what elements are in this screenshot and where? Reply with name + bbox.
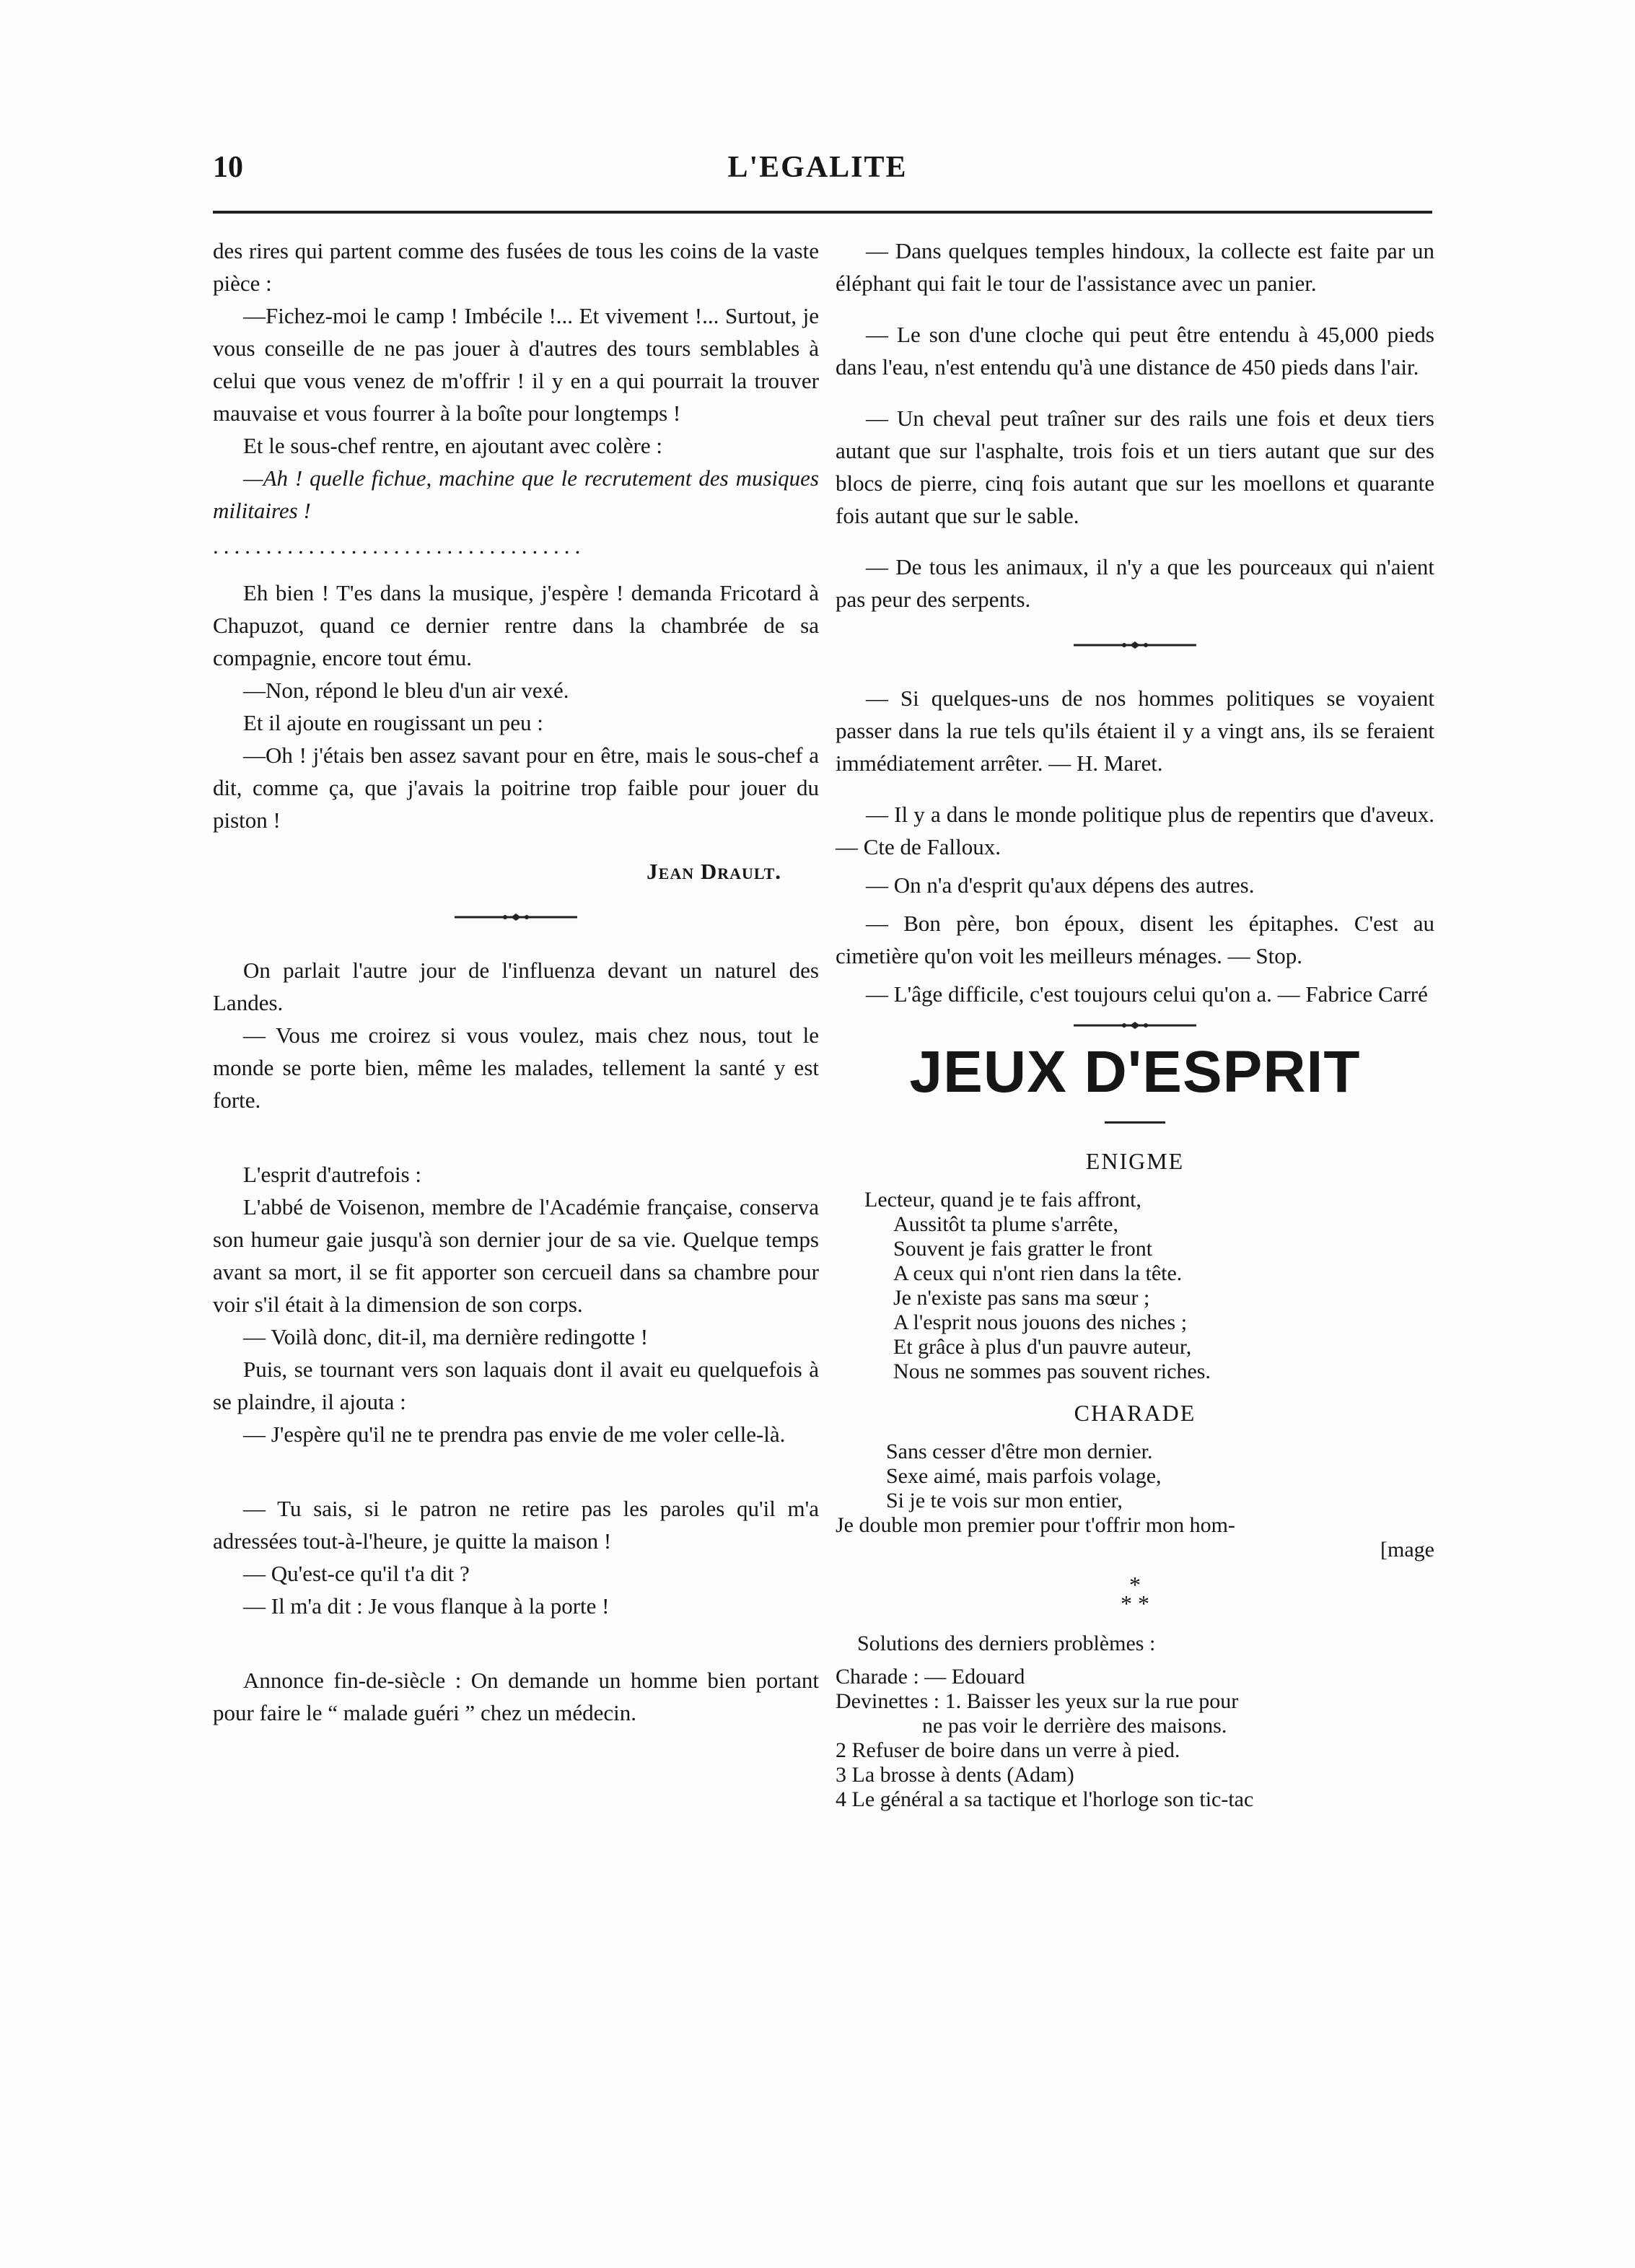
- right-column: [836, 235, 1434, 1812]
- anecdote-paragraph: Puis, se tournant vers son laquais dont il avait eu quelquefois à se plaindre, il ajouta :: [213, 1357, 819, 1414]
- poem-line: Et grâce à plus d'un pauvre auteur,: [893, 1335, 1192, 1359]
- story-paragraph: Et le sous-chef rentre, en ajoutant avec colère :: [243, 433, 662, 458]
- solution-line: 2 Refuser de boire dans un verre à pied.: [836, 1738, 1180, 1762]
- anecdote-paragraph: — J'espère qu'il ne te prendra pas envie de me voler celle-là.: [243, 1422, 786, 1447]
- story-paragraph: Eh bien ! T'es dans la musique, j'espère ! demanda Fricotard à Chapuzot, quand ce dernier rentre dans la chambrée de sa compagnie, encore tout ému.: [213, 580, 819, 670]
- charade-poem: [836, 1440, 1434, 1562]
- left-column: [213, 235, 819, 1729]
- fact-paragraph: — Un cheval peut traîner sur des rails une fois et deux tiers autant que sur l'asphalte, trois fois et un tiers autant que sur des blocs de pierre, cinq fois autant que sur les moellons et quarante fois autant que sur le sable.: [836, 406, 1434, 528]
- poem-line: Sans cesser d'être mon dernier.: [886, 1440, 1153, 1463]
- poem-line: Lecteur, quand je te fais affront,: [864, 1188, 1141, 1212]
- solution-line: ne pas voir le derrière des maisons.: [922, 1714, 1227, 1738]
- anecdote-paragraph: — Tu sais, si le patron ne retire pas les paroles qu'il m'a adressées tout-à-l'heure, je quitte la maison !: [213, 1496, 819, 1554]
- ornament-divider: [455, 912, 577, 922]
- header-rule: [213, 211, 1432, 214]
- fact-paragraph: — Dans quelques temples hindoux, la collecte est faite par un éléphant qui fait le tour de l'assistance avec un panier.: [836, 238, 1434, 296]
- fact-paragraph: — Le son d'une cloche qui peut être entendu à 45,000 pieds dans l'eau, n'est entendu qu'à une distance de 450 pieds dans l'air.: [836, 322, 1434, 380]
- quote-paragraph: — Il y a dans le monde politique plus de repentirs que d'aveux. — Cte de Falloux.: [836, 802, 1434, 859]
- solutions-block: [836, 1632, 1434, 1812]
- quote-paragraph: — Si quelques-uns de nos hommes politiques se voyaient passer dans la rue tels qu'ils étaient il y a vingt ans, ils se feraient immédiatement arrêter. — H. Maret.: [836, 686, 1434, 776]
- anecdote-paragraph: L'esprit d'autrefois :: [243, 1162, 422, 1187]
- poem-line: A l'esprit nous jouons des niches ;: [893, 1310, 1188, 1334]
- title-underline: [1105, 1121, 1165, 1124]
- ornament-divider: [1074, 640, 1196, 650]
- story-paragraph: —Fichez-moi le camp ! Imbécile !... Et vivement !... Surtout, je vous conseille de ne pas jouer à d'autres des tours semblables à celui que vous venez de m'offrir ! il y en a qui pourrait la trouver mauvaise et vous fourrer à la boîte pour longtemps !: [213, 303, 819, 426]
- story-paragraph: —Oh ! j'étais ben assez savant pour en être, mais le sous-chef a dit, comme ça, que j'avais la poitrine trop faible pour jouer du piston !: [213, 743, 819, 833]
- quote-paragraph: — On n'a d'esprit qu'aux dépens des autres.: [866, 872, 1255, 898]
- poem-line: Sexe aimé, mais parfois volage,: [886, 1464, 1162, 1488]
- asterism-top: *: [1129, 1572, 1141, 1598]
- anecdote-paragraph: On parlait l'autre jour de l'influenza devant un naturel des Landes.: [213, 958, 819, 1015]
- fact-paragraph: — De tous les animaux, il n'y a que les pourceaux qui n'aient pas peur des serpents.: [836, 554, 1434, 612]
- poem-line: Si je te vois sur mon entier,: [886, 1489, 1123, 1512]
- dotted-separator: ...................................: [213, 533, 586, 559]
- anecdote-paragraph: — Qu'est-ce qu'il t'a dit ?: [243, 1561, 470, 1586]
- ornament-divider: [1074, 1020, 1196, 1030]
- story-paragraph: des rires qui partent comme des fusées de tous les coins de la vaste pièce :: [213, 238, 819, 296]
- solution-line: 3 La brosse à dents (Adam): [836, 1763, 1074, 1787]
- anecdote-paragraph: — Vous me croirez si vous voulez, mais chez nous, tout le monde se porte bien, même les malades, tellement la santé y est forte.: [213, 1023, 819, 1113]
- poem-line: [mage: [1380, 1538, 1434, 1562]
- page-number: 10: [213, 151, 243, 184]
- solution-line: Devinettes : 1. Baisser les yeux sur la rue pour: [836, 1689, 1239, 1713]
- story-paragraph: Et il ajoute en rougissant un peu :: [243, 710, 543, 735]
- anecdote-paragraph: L'abbé de Voisenon, membre de l'Académie française, conserva son humeur gaie jusqu'à son dernier jour de sa vie. Quelque temps avant sa mort, il se fit apporter son cercueil dans sa chambre pour voir s'il était à la dimension de son corps.: [213, 1194, 819, 1317]
- anecdote-paragraph: Annonce fin-de-siècle : On demande un homme bien portant pour faire le “ malade guéri ” chez un médecin.: [213, 1668, 819, 1725]
- poem-line: Souvent je fais gratter le front: [893, 1237, 1153, 1261]
- asterism-bottom: * *: [1121, 1590, 1149, 1616]
- poem-line: Aussitôt ta plume s'arrête,: [893, 1212, 1118, 1236]
- story-paragraph-italic: —Ah ! quelle fichue, machine que le recrutement des musiques militaires !: [213, 465, 819, 523]
- enigme-poem: [836, 1188, 1434, 1384]
- anecdote-paragraph: — Voilà donc, dit-il, ma dernière redingotte !: [243, 1324, 649, 1349]
- anecdote-paragraph: — Il m'a dit : Je vous flanque à la porte !: [243, 1593, 610, 1619]
- poem-line: Je double mon premier pour t'offrir mon hom-: [836, 1513, 1235, 1537]
- asterism-separator: [836, 1572, 1434, 1616]
- solution-line: 4 Le général a sa tactique et l'horloge son tic-tac: [836, 1787, 1254, 1811]
- quote-paragraph: — Bon père, bon époux, disent les épitaphes. C'est au cimetière qu'on voit les meilleurs ménages. — Stop.: [836, 911, 1434, 968]
- solutions-heading: Solutions des derniers problèmes :: [857, 1632, 1156, 1655]
- quote-paragraph: — L'âge difficile, c'est toujours celui qu'on a. — Fabrice Carré: [866, 981, 1428, 1007]
- charade-heading: CHARADE: [1074, 1400, 1196, 1426]
- author-signature: Jean Drault.: [646, 859, 781, 884]
- journal-title: L'EGALITE: [727, 151, 908, 184]
- poem-line: Nous ne sommes pas souvent riches.: [893, 1360, 1211, 1383]
- enigme-heading: ENIGME: [1085, 1148, 1185, 1174]
- poem-line: Je n'existe pas sans ma sœur ;: [893, 1286, 1150, 1310]
- solution-line: Charade : — Edouard: [836, 1665, 1025, 1689]
- story-paragraph: —Non, répond le bleu d'un air vexé.: [243, 678, 569, 703]
- poem-line: A ceux qui n'ont rien dans la tête.: [893, 1261, 1183, 1285]
- section-title-jeux-d-esprit: JEUX D'ESPRIT: [909, 1039, 1361, 1105]
